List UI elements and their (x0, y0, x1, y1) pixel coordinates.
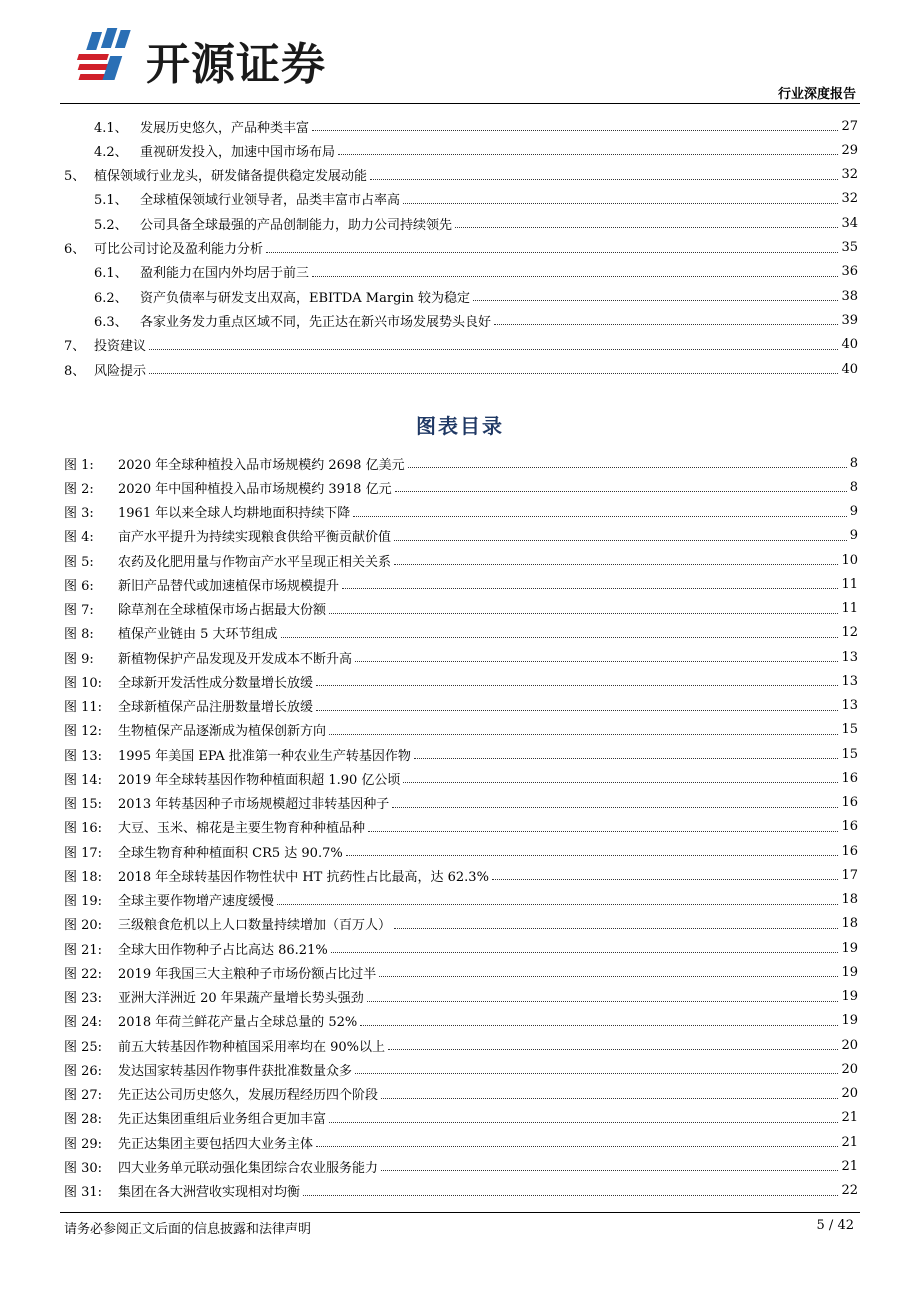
entry-page-number: 38 (841, 288, 858, 304)
figure-entry[interactable] (64, 477, 858, 497)
entry-title: 发展历史悠久，产品种类丰富 (140, 120, 310, 136)
dot-leader (329, 1121, 838, 1123)
dot-leader (392, 806, 838, 808)
entry-title: 四大业务单元联动强化集团综合农业服务能力 (118, 1160, 379, 1176)
toc-entry[interactable] (94, 116, 858, 136)
entry-page-number: 19 (841, 964, 858, 980)
entry-number: 图 9: (64, 651, 94, 667)
entry-number: 图 18: (64, 869, 103, 885)
dot-leader (370, 178, 838, 180)
entry-number: 图 4: (64, 530, 94, 546)
toc-entry[interactable] (94, 140, 858, 160)
entry-page-number: 29 (841, 142, 858, 158)
entry-number: 4.1、 (94, 120, 128, 136)
entry-title: 1961 年以来全球人均耕地面积持续下降 (118, 506, 351, 521)
logo-mark-icon (74, 26, 140, 84)
entry-page-number: 16 (841, 843, 858, 859)
figure-entry[interactable] (64, 987, 858, 1007)
entry-title: 除草剂在全球植保市场占据最大份额 (118, 603, 327, 618)
entry-title: 投资建议 (94, 339, 147, 355)
entry-title: 2018 年全球转基因作物性状中 HT 抗药性占比最高，达 62.3% (118, 869, 489, 885)
figure-entry[interactable] (64, 1059, 858, 1079)
toc-entry[interactable] (64, 359, 858, 379)
entry-page-number: 16 (841, 795, 858, 810)
dot-leader (316, 1145, 838, 1147)
entry-title: 全球生物育种种植面积 CR5 达 90.7% (118, 845, 343, 861)
entry-number: 图 16: (64, 821, 103, 837)
entry-page-number: 35 (841, 240, 858, 255)
entry-title: 全球新植保产品注册数量增长放缓 (118, 700, 314, 715)
dot-leader (281, 636, 839, 638)
entry-title: 大豆、玉米、棉花是主要生物育种种植品种 (118, 821, 366, 837)
entry-number: 图 25: (64, 1039, 103, 1055)
entry-number: 图 31: (64, 1185, 103, 1200)
dot-leader (342, 587, 838, 589)
entry-title: 全球大田作物种子占比高达 86.21% (118, 942, 328, 958)
entry-number: 图 14: (64, 772, 103, 788)
entry-number: 图 20: (64, 918, 103, 934)
entry-title: 重视研发投入，加速中国市场布局 (140, 144, 336, 160)
entry-page-number: 19 (841, 1013, 858, 1029)
dot-leader (403, 202, 838, 204)
entry-number: 图 15: (64, 797, 103, 812)
entry-page-number: 32 (841, 167, 858, 183)
figure-entry[interactable] (64, 696, 858, 716)
entry-number: 图 2: (64, 481, 94, 497)
entry-page-number: 21 (841, 1134, 858, 1150)
dot-leader (303, 1194, 838, 1196)
entry-number: 图 30: (64, 1160, 103, 1176)
entry-number: 图 10: (64, 675, 103, 691)
entry-title: 亚洲大洋洲近 20 年果蔬产量增长势头强劲 (118, 991, 364, 1006)
entry-page-number: 34 (841, 215, 858, 231)
entry-title: 先正达公司历史悠久，发展历程经历四个阶段 (118, 1088, 379, 1103)
dot-leader (316, 684, 838, 686)
toc-entry[interactable] (94, 310, 858, 330)
entry-page-number: 10 (841, 552, 858, 568)
dot-leader (312, 275, 838, 277)
entry-number: 图 3: (64, 506, 94, 521)
entry-title: 发达国家转基因作物事件获批准数量众多 (118, 1063, 353, 1079)
entry-title: 集团在各大洲营收实现相对均衡 (118, 1185, 301, 1200)
entry-page-number: 18 (841, 892, 858, 907)
entry-page-number: 27 (841, 118, 858, 134)
entry-title: 先正达集团重组后业务组合更加丰富 (118, 1112, 327, 1128)
figure-entry[interactable] (64, 671, 858, 691)
entry-page-number: 19 (841, 989, 858, 1004)
entry-title: 三级粮食危机以上人口数量持续增加（百万人） (118, 918, 392, 934)
figure-entry[interactable] (64, 720, 858, 740)
entry-title: 盈利能力在国内外均居于前三 (140, 266, 310, 282)
dot-leader (149, 348, 838, 350)
figure-entry[interactable] (64, 647, 858, 667)
header-divider (60, 103, 860, 104)
dot-leader (355, 1072, 838, 1074)
entry-number: 图 11: (64, 700, 103, 715)
entry-number: 图 24: (64, 1015, 103, 1031)
entry-page-number: 39 (841, 312, 858, 328)
entry-page-number: 40 (841, 337, 858, 353)
entry-title: 资产负债率与研发支出双高，EBITDA Margin 较为稳定 (140, 290, 471, 306)
toc-entry[interactable] (64, 165, 858, 185)
dot-leader (329, 612, 838, 614)
dot-leader (149, 372, 838, 374)
entry-title: 亩产水平提升为持续实现粮食供给平衡贡献价值 (118, 530, 392, 546)
figure-entry[interactable] (64, 890, 858, 910)
report-type-label: 行业深度报告 (777, 87, 856, 102)
dot-leader (346, 854, 839, 856)
dot-leader (394, 539, 847, 541)
figure-entry[interactable] (64, 744, 858, 764)
company-logo (74, 26, 344, 90)
dot-leader (455, 226, 838, 228)
entry-number: 5.1、 (94, 193, 128, 209)
entry-page-number: 19 (841, 940, 858, 956)
dot-leader (360, 1024, 838, 1026)
entry-page-number: 11 (841, 601, 858, 616)
entry-number: 图 29: (64, 1136, 103, 1152)
entry-number: 图 12: (64, 724, 103, 740)
figure-entry[interactable] (64, 817, 858, 837)
entry-number: 图 1: (64, 457, 94, 473)
entry-page-number: 9 (849, 528, 858, 544)
entry-title: 全球植保领域行业领导者，品类丰富市占率高 (140, 193, 401, 209)
figure-entry[interactable] (64, 914, 858, 934)
dot-leader (329, 733, 838, 735)
figure-entry[interactable] (64, 1084, 858, 1104)
entry-number: 7、 (64, 339, 86, 355)
entry-title: 植保领域行业龙头，研发储备提供稳定发展动能 (94, 169, 368, 185)
entry-page-number: 36 (841, 264, 858, 280)
figure-entry[interactable] (64, 1156, 858, 1176)
dot-leader (473, 299, 838, 301)
entry-number: 8、 (64, 363, 86, 379)
entry-number: 5.2、 (94, 217, 128, 233)
dot-leader (266, 251, 838, 253)
entry-title: 可比公司讨论及盈利能力分析 (94, 242, 264, 257)
entry-title: 全球新开发活性成分数量增长放缓 (118, 675, 314, 691)
figure-entry[interactable] (64, 574, 858, 594)
logo-text: 开源证券 (146, 39, 326, 90)
entry-number: 5、 (64, 169, 86, 185)
page-header (0, 0, 920, 104)
entry-title: 先正达集团主要包括四大业务主体 (118, 1136, 314, 1152)
figure-entry[interactable] (64, 841, 858, 861)
dot-leader (353, 515, 847, 517)
dot-leader (316, 709, 838, 711)
figure-entry[interactable] (64, 962, 858, 982)
footer-divider (60, 1212, 860, 1213)
figure-entry[interactable] (64, 768, 858, 788)
entry-title: 生物植保产品逐渐成为植保创新方向 (118, 724, 327, 740)
figure-entry[interactable] (64, 453, 858, 473)
figure-entry[interactable] (64, 526, 858, 546)
entry-page-number: 9 (849, 504, 858, 519)
dot-leader (381, 1097, 838, 1099)
figure-entry[interactable] (64, 938, 858, 958)
figure-entry[interactable] (64, 1011, 858, 1031)
entry-page-number: 16 (841, 819, 858, 835)
figure-entry[interactable] (64, 1181, 858, 1201)
entry-title: 2019 年我国三大主粮种子市场份额占比过半 (118, 966, 377, 982)
page-number: 5 / 42 (816, 1218, 854, 1233)
entry-page-number: 16 (841, 770, 858, 786)
toc-entry[interactable] (64, 238, 858, 258)
figure-entry[interactable] (64, 1035, 858, 1055)
entry-page-number: 32 (841, 191, 858, 207)
entry-page-number: 20 (841, 1061, 858, 1077)
entry-page-number: 13 (841, 649, 858, 665)
entry-number: 6、 (64, 242, 86, 257)
entry-page-number: 11 (841, 576, 858, 592)
entry-title: 前五大转基因作物种植国采用率均在 90%以上 (118, 1039, 386, 1055)
dot-leader (395, 490, 847, 492)
entry-number: 图 5: (64, 554, 94, 570)
dot-leader (312, 129, 838, 131)
entry-number: 6.1、 (94, 266, 128, 282)
dot-leader (355, 660, 838, 662)
figure-entry[interactable] (64, 623, 858, 643)
entry-page-number: 20 (841, 1086, 858, 1101)
dot-leader (388, 1048, 838, 1050)
entry-page-number: 8 (849, 479, 858, 495)
entry-page-number: 8 (849, 455, 858, 471)
entry-page-number: 13 (841, 698, 858, 713)
entry-page-number: 17 (841, 867, 858, 883)
dot-leader (277, 903, 838, 905)
dot-leader (408, 466, 847, 468)
figure-entry[interactable] (64, 599, 858, 619)
figure-entry[interactable] (64, 502, 858, 522)
dot-leader (381, 1169, 838, 1171)
entry-page-number: 18 (841, 916, 858, 932)
entry-page-number: 20 (841, 1037, 858, 1053)
dot-leader (368, 830, 838, 832)
entry-title: 植保产业链由 5 大环节组成 (118, 627, 278, 643)
entry-title: 新旧产品替代或加速植保市场规模提升 (118, 578, 340, 594)
entry-number: 图 23: (64, 991, 103, 1006)
entry-title: 2013 年转基因种子市场规模超过非转基因种子 (118, 797, 390, 812)
dot-leader (414, 757, 839, 759)
figure-entry[interactable] (64, 550, 858, 570)
figure-entry[interactable] (64, 865, 858, 885)
entry-title: 2020 年中国种植投入品市场规模约 3918 亿元 (118, 481, 392, 497)
entry-page-number: 13 (841, 673, 858, 689)
dot-leader (338, 153, 838, 155)
entry-number: 图 26: (64, 1063, 103, 1079)
entry-title: 全球主要作物增产速度缓慢 (118, 894, 275, 909)
dot-leader (394, 563, 838, 565)
entry-page-number: 15 (841, 722, 858, 738)
entry-page-number: 15 (841, 746, 858, 762)
entry-number: 图 17: (64, 845, 103, 861)
dot-leader (492, 878, 839, 880)
entry-page-number: 21 (841, 1158, 858, 1174)
figures-heading: 图表目录 (416, 414, 504, 438)
disclaimer-note: 请务必参阅正文后面的信息披露和法律声明 (64, 1222, 312, 1237)
entry-title: 各家业务发力重点区域不同，先正达在新兴市场发展势头良好 (140, 314, 492, 330)
entry-title: 风险提示 (94, 363, 147, 379)
dot-leader (494, 323, 838, 325)
entry-page-number: 22 (841, 1183, 858, 1198)
entry-title: 2020 年全球种植投入品市场规模约 2698 亿美元 (118, 457, 405, 473)
dot-leader (331, 951, 839, 953)
entry-number: 图 13: (64, 748, 103, 764)
toc-entry[interactable] (94, 286, 858, 306)
entry-title: 新植物保护产品发现及开发成本不断升高 (118, 651, 353, 667)
figure-entry[interactable] (64, 1108, 858, 1128)
entry-number: 图 6: (64, 578, 94, 594)
entry-number: 6.3、 (94, 314, 128, 330)
figure-entry[interactable] (64, 793, 858, 813)
figure-entry[interactable] (64, 1132, 858, 1152)
entry-number: 6.2、 (94, 290, 128, 306)
entry-title: 2019 年全球转基因作物种植面积超 1.90 亿公顷 (118, 772, 401, 788)
entry-number: 图 21: (64, 942, 103, 958)
entry-number: 图 19: (64, 894, 103, 909)
entry-number: 图 22: (64, 966, 103, 982)
toc-entry[interactable] (94, 189, 858, 209)
entry-number: 图 27: (64, 1088, 103, 1103)
entry-title: 农药及化肥用量与作物亩产水平呈现正相关关系 (118, 554, 392, 570)
dot-leader (367, 1000, 839, 1002)
entry-number: 4.2、 (94, 144, 128, 160)
entry-page-number: 12 (841, 625, 858, 641)
entry-title: 2018 年荷兰鲜花产量占全球总量的 52% (118, 1015, 358, 1031)
dot-leader (379, 975, 838, 977)
toc-entry[interactable] (94, 213, 858, 233)
entry-number: 图 28: (64, 1112, 103, 1128)
entry-page-number: 40 (841, 361, 858, 377)
dot-leader (403, 781, 838, 783)
entry-title: 公司具备全球最强的产品创制能力，助力公司持续领先 (140, 217, 453, 233)
entry-number: 图 8: (64, 627, 94, 643)
dot-leader (394, 927, 838, 929)
entry-title: 1995 年美国 EPA 批准第一种农业生产转基因作物 (118, 748, 411, 764)
entry-number: 图 7: (64, 603, 94, 618)
toc-entry[interactable] (94, 262, 858, 282)
entry-page-number: 21 (841, 1110, 858, 1126)
toc-entry[interactable] (64, 335, 858, 355)
